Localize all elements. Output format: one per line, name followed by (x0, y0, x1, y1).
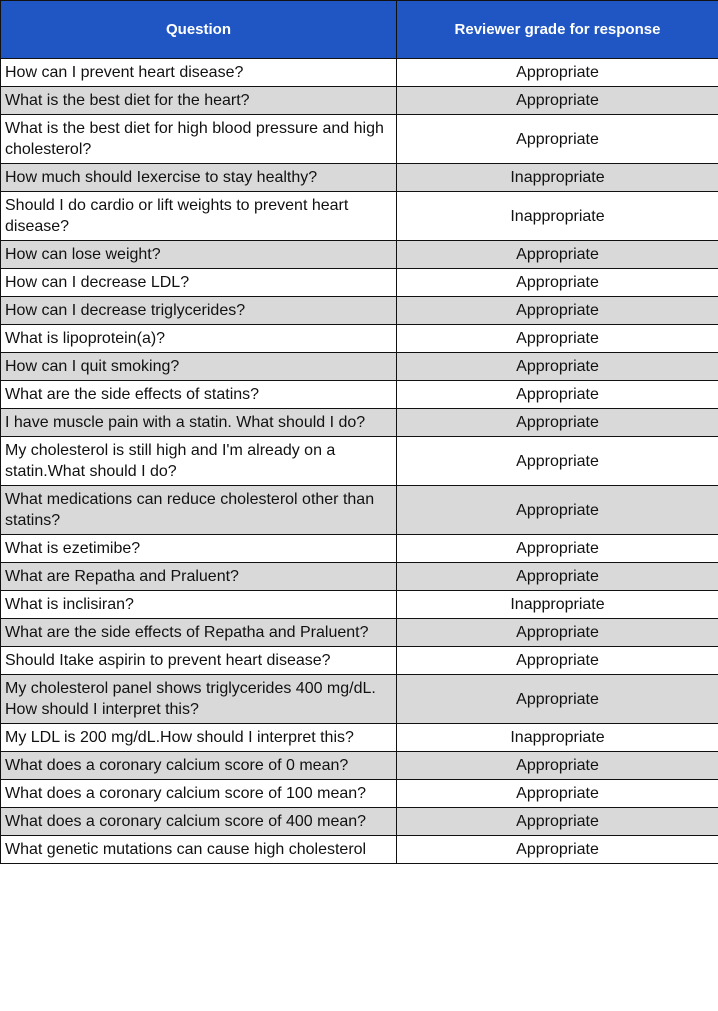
grade-cell: Appropriate (397, 808, 718, 836)
question-cell: What is lipoprotein(a)? (1, 325, 397, 353)
grade-cell: Appropriate (397, 353, 718, 381)
grade-cell: Appropriate (397, 115, 718, 164)
grade-cell: Appropriate (397, 675, 718, 724)
question-cell: What medications can reduce cholesterol other than statins? (1, 486, 397, 535)
grade-cell: Appropriate (397, 409, 718, 437)
question-cell: What is the best diet for the heart? (1, 87, 397, 115)
question-cell: I have muscle pain with a statin. What should I do? (1, 409, 397, 437)
table-row (1, 437, 718, 486)
question-cell: What are the side effects of Repatha and Praluent? (1, 619, 397, 647)
table-row (1, 780, 718, 808)
grade-cell: Appropriate (397, 486, 718, 535)
grade-cell: Appropriate (397, 563, 718, 591)
question-cell: Should I do cardio or lift weights to prevent heart disease? (1, 192, 397, 241)
table-row (1, 269, 718, 297)
table-row (1, 836, 718, 864)
grade-cell: Appropriate (397, 535, 718, 563)
grade-cell: Appropriate (397, 269, 718, 297)
grade-cell: Appropriate (397, 59, 718, 87)
question-cell: What does a coronary calcium score of 400 mean? (1, 808, 397, 836)
grade-cell: Appropriate (397, 752, 718, 780)
table-row (1, 87, 718, 115)
grade-cell: Appropriate (397, 619, 718, 647)
question-cell: What are Repatha and Praluent? (1, 563, 397, 591)
table-row (1, 192, 718, 241)
table-row (1, 591, 718, 619)
grade-cell: Appropriate (397, 780, 718, 808)
column-header-question: Question (1, 1, 397, 59)
table-row (1, 241, 718, 269)
table-row (1, 619, 718, 647)
table-row (1, 115, 718, 164)
grade-cell: Inappropriate (397, 591, 718, 619)
question-cell: How can I decrease LDL? (1, 269, 397, 297)
grade-cell: Inappropriate (397, 724, 718, 752)
question-cell: What does a coronary calcium score of 0 mean? (1, 752, 397, 780)
question-cell: How much should Iexercise to stay healthy? (1, 164, 397, 192)
question-cell: My cholesterol is still high and I'm already on a statin.What should I do? (1, 437, 397, 486)
grade-cell: Appropriate (397, 87, 718, 115)
question-cell: My cholesterol panel shows triglycerides 400 mg/dL. How should I interpret this? (1, 675, 397, 724)
table-row (1, 353, 718, 381)
table-row (1, 325, 718, 353)
grade-cell: Appropriate (397, 325, 718, 353)
question-cell: How can I prevent heart disease? (1, 59, 397, 87)
table-row (1, 535, 718, 563)
question-cell: What is ezetimibe? (1, 535, 397, 563)
table-row (1, 808, 718, 836)
grade-cell: Appropriate (397, 836, 718, 864)
question-cell: How can lose weight? (1, 241, 397, 269)
table-row (1, 59, 718, 87)
table-row (1, 486, 718, 535)
question-cell: What is the best diet for high blood pressure and high cholesterol? (1, 115, 397, 164)
question-cell: What is inclisiran? (1, 591, 397, 619)
table-header-row (1, 1, 718, 59)
grade-cell: Appropriate (397, 241, 718, 269)
table-row (1, 724, 718, 752)
table-row (1, 409, 718, 437)
grade-cell: Appropriate (397, 437, 718, 486)
question-cell: Should Itake aspirin to prevent heart disease? (1, 647, 397, 675)
table-body (1, 59, 718, 864)
question-cell: How can I quit smoking? (1, 353, 397, 381)
table-row (1, 297, 718, 325)
question-cell: My LDL is 200 mg/dL.How should I interpret this? (1, 724, 397, 752)
question-cell: What does a coronary calcium score of 100 mean? (1, 780, 397, 808)
table-row (1, 752, 718, 780)
grade-cell: Appropriate (397, 647, 718, 675)
grade-cell: Inappropriate (397, 192, 718, 241)
grade-cell: Inappropriate (397, 164, 718, 192)
table-row (1, 563, 718, 591)
question-cell: How can I decrease triglycerides? (1, 297, 397, 325)
table-row (1, 381, 718, 409)
table-row (1, 164, 718, 192)
table-row (1, 675, 718, 724)
column-header-grade: Reviewer grade for response (397, 1, 718, 59)
grade-cell: Appropriate (397, 297, 718, 325)
table-row (1, 647, 718, 675)
question-cell: What are the side effects of statins? (1, 381, 397, 409)
question-cell: What genetic mutations can cause high cholesterol (1, 836, 397, 864)
grade-cell: Appropriate (397, 381, 718, 409)
